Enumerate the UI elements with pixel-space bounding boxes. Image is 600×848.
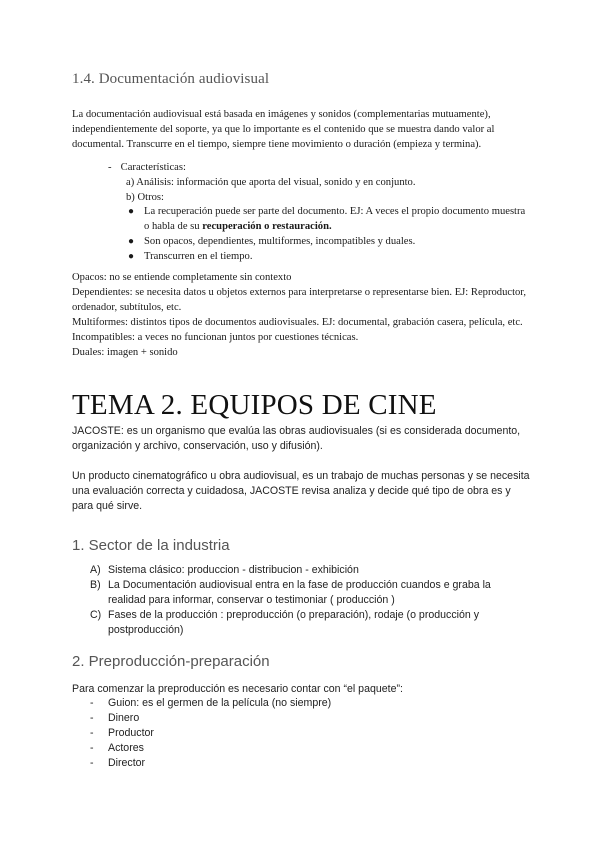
list-marker: - (90, 712, 94, 724)
list-marker: - (90, 697, 94, 709)
bullet-dot: ● (128, 206, 135, 217)
list-item (90, 711, 510, 726)
section-heading-documentacion: 1.4. Documentación audiovisual (72, 71, 270, 87)
list-item (90, 578, 530, 608)
chapter-title: TEMA 2. EQUIPOS DE CINE (72, 389, 437, 421)
sector-list (90, 563, 530, 638)
list-item-text: Sistema clásico: produccion - distribucion - exhibición (108, 564, 359, 576)
bullet-text: Son opacos, dependientes, multiformes, incompatibles y duales. (144, 236, 416, 247)
list-marker: A) (90, 564, 101, 576)
list-item-text: Fases de la producción : preproducción (o preparación), rodaje (o producción y postproducción) (108, 609, 479, 636)
definition-duales: Duales: imagen + sonido (72, 347, 178, 358)
paquete-list (90, 696, 510, 771)
bullet-list (126, 204, 526, 264)
dash-marker: - (108, 162, 112, 173)
characteristics-label: Características: (120, 162, 186, 173)
list-item (90, 756, 510, 771)
bullet-text: Transcurren en el tiempo. (144, 251, 253, 262)
definition-multiformes: Multiformes: distintos tipos de documentos audiovisuales. EJ: documental, grabación casera, película, etc. (72, 317, 523, 328)
bullet-item (126, 234, 526, 249)
bullet-item (126, 249, 526, 264)
list-item (90, 608, 530, 638)
bullet-dot: ● (128, 236, 135, 247)
bullet-item (126, 204, 526, 234)
preproduccion-intro: Para comenzar la preproducción es necesario contar con “el paquete”: (72, 683, 403, 695)
characteristics-item (108, 160, 186, 175)
list-item-text: La Documentación audiovisual entra en la fase de producción cuandos e graba la realidad para informar, conservar o testimoniar ( producción ) (108, 579, 491, 606)
bullet-dot: ● (128, 251, 135, 262)
list-marker: B) (90, 579, 101, 591)
producto-paragraph: Un producto cinematográfico u obra audiovisual, es un trabajo de muchas personas y se necesita una evaluación correcta y cuidadosa, JACOSTE revisa analiza y decide qué tipo de obra es y para qué sirve. (72, 470, 530, 512)
list-marker: - (90, 757, 94, 769)
bullet-bold-text: recuperación o restauración. (202, 221, 332, 232)
subitem-b: b) Otros: (126, 192, 164, 203)
list-marker: C) (90, 609, 102, 621)
section-heading-sector: 1. Sector de la industria (72, 537, 230, 554)
definition-dependientes: Dependientes: se necesita datos u objetos externos para interpretarse o representarse bien. EJ: Reproductor, ordenador, subtítulos, etc. (72, 287, 527, 313)
list-marker: - (90, 727, 94, 739)
section-heading-preproduccion: 2. Preproducción-preparación (72, 653, 270, 670)
list-marker: - (90, 742, 94, 754)
list-item (90, 741, 510, 756)
list-item-text: Productor (108, 727, 154, 739)
jacoste-paragraph: JACOSTE: es un organismo que evalúa las obras audiovisuales (si es considerada documento, organización y archivo, conservación, uso y difusión). (72, 425, 521, 452)
subitem-a: a) Análisis: información que aporta del visual, sonido y en conjunto. (126, 177, 416, 188)
list-item-text: Guion: es el germen de la película (no siempre) (108, 697, 332, 709)
intro-paragraph: La documentación audiovisual está basada en imágenes y sonidos (complementarias mutuamente), independientemente del soporte, ya que lo importante es el contenido que se muestra dando valor al documental. Transcurre en el tiempo, siempre tiene movimiento o duración (empieza y termina). (72, 109, 495, 150)
definition-incompatibles: Incompatibles: a veces no funcionan juntos por cuestiones técnicas. (72, 332, 359, 343)
bullet-text: La recuperación puede ser parte del documento. EJ: A veces el propio documento muestra o habla de su (144, 206, 526, 232)
list-item-text: Actores (108, 742, 144, 754)
list-item-text: Dinero (108, 712, 140, 724)
list-item-text: Director (108, 757, 146, 769)
list-item (90, 696, 510, 711)
list-item (90, 726, 510, 741)
list-item (90, 563, 530, 578)
definition-opacos: Opacos: no se entiende completamente sin contexto (72, 272, 292, 283)
definitions-block (72, 270, 528, 360)
